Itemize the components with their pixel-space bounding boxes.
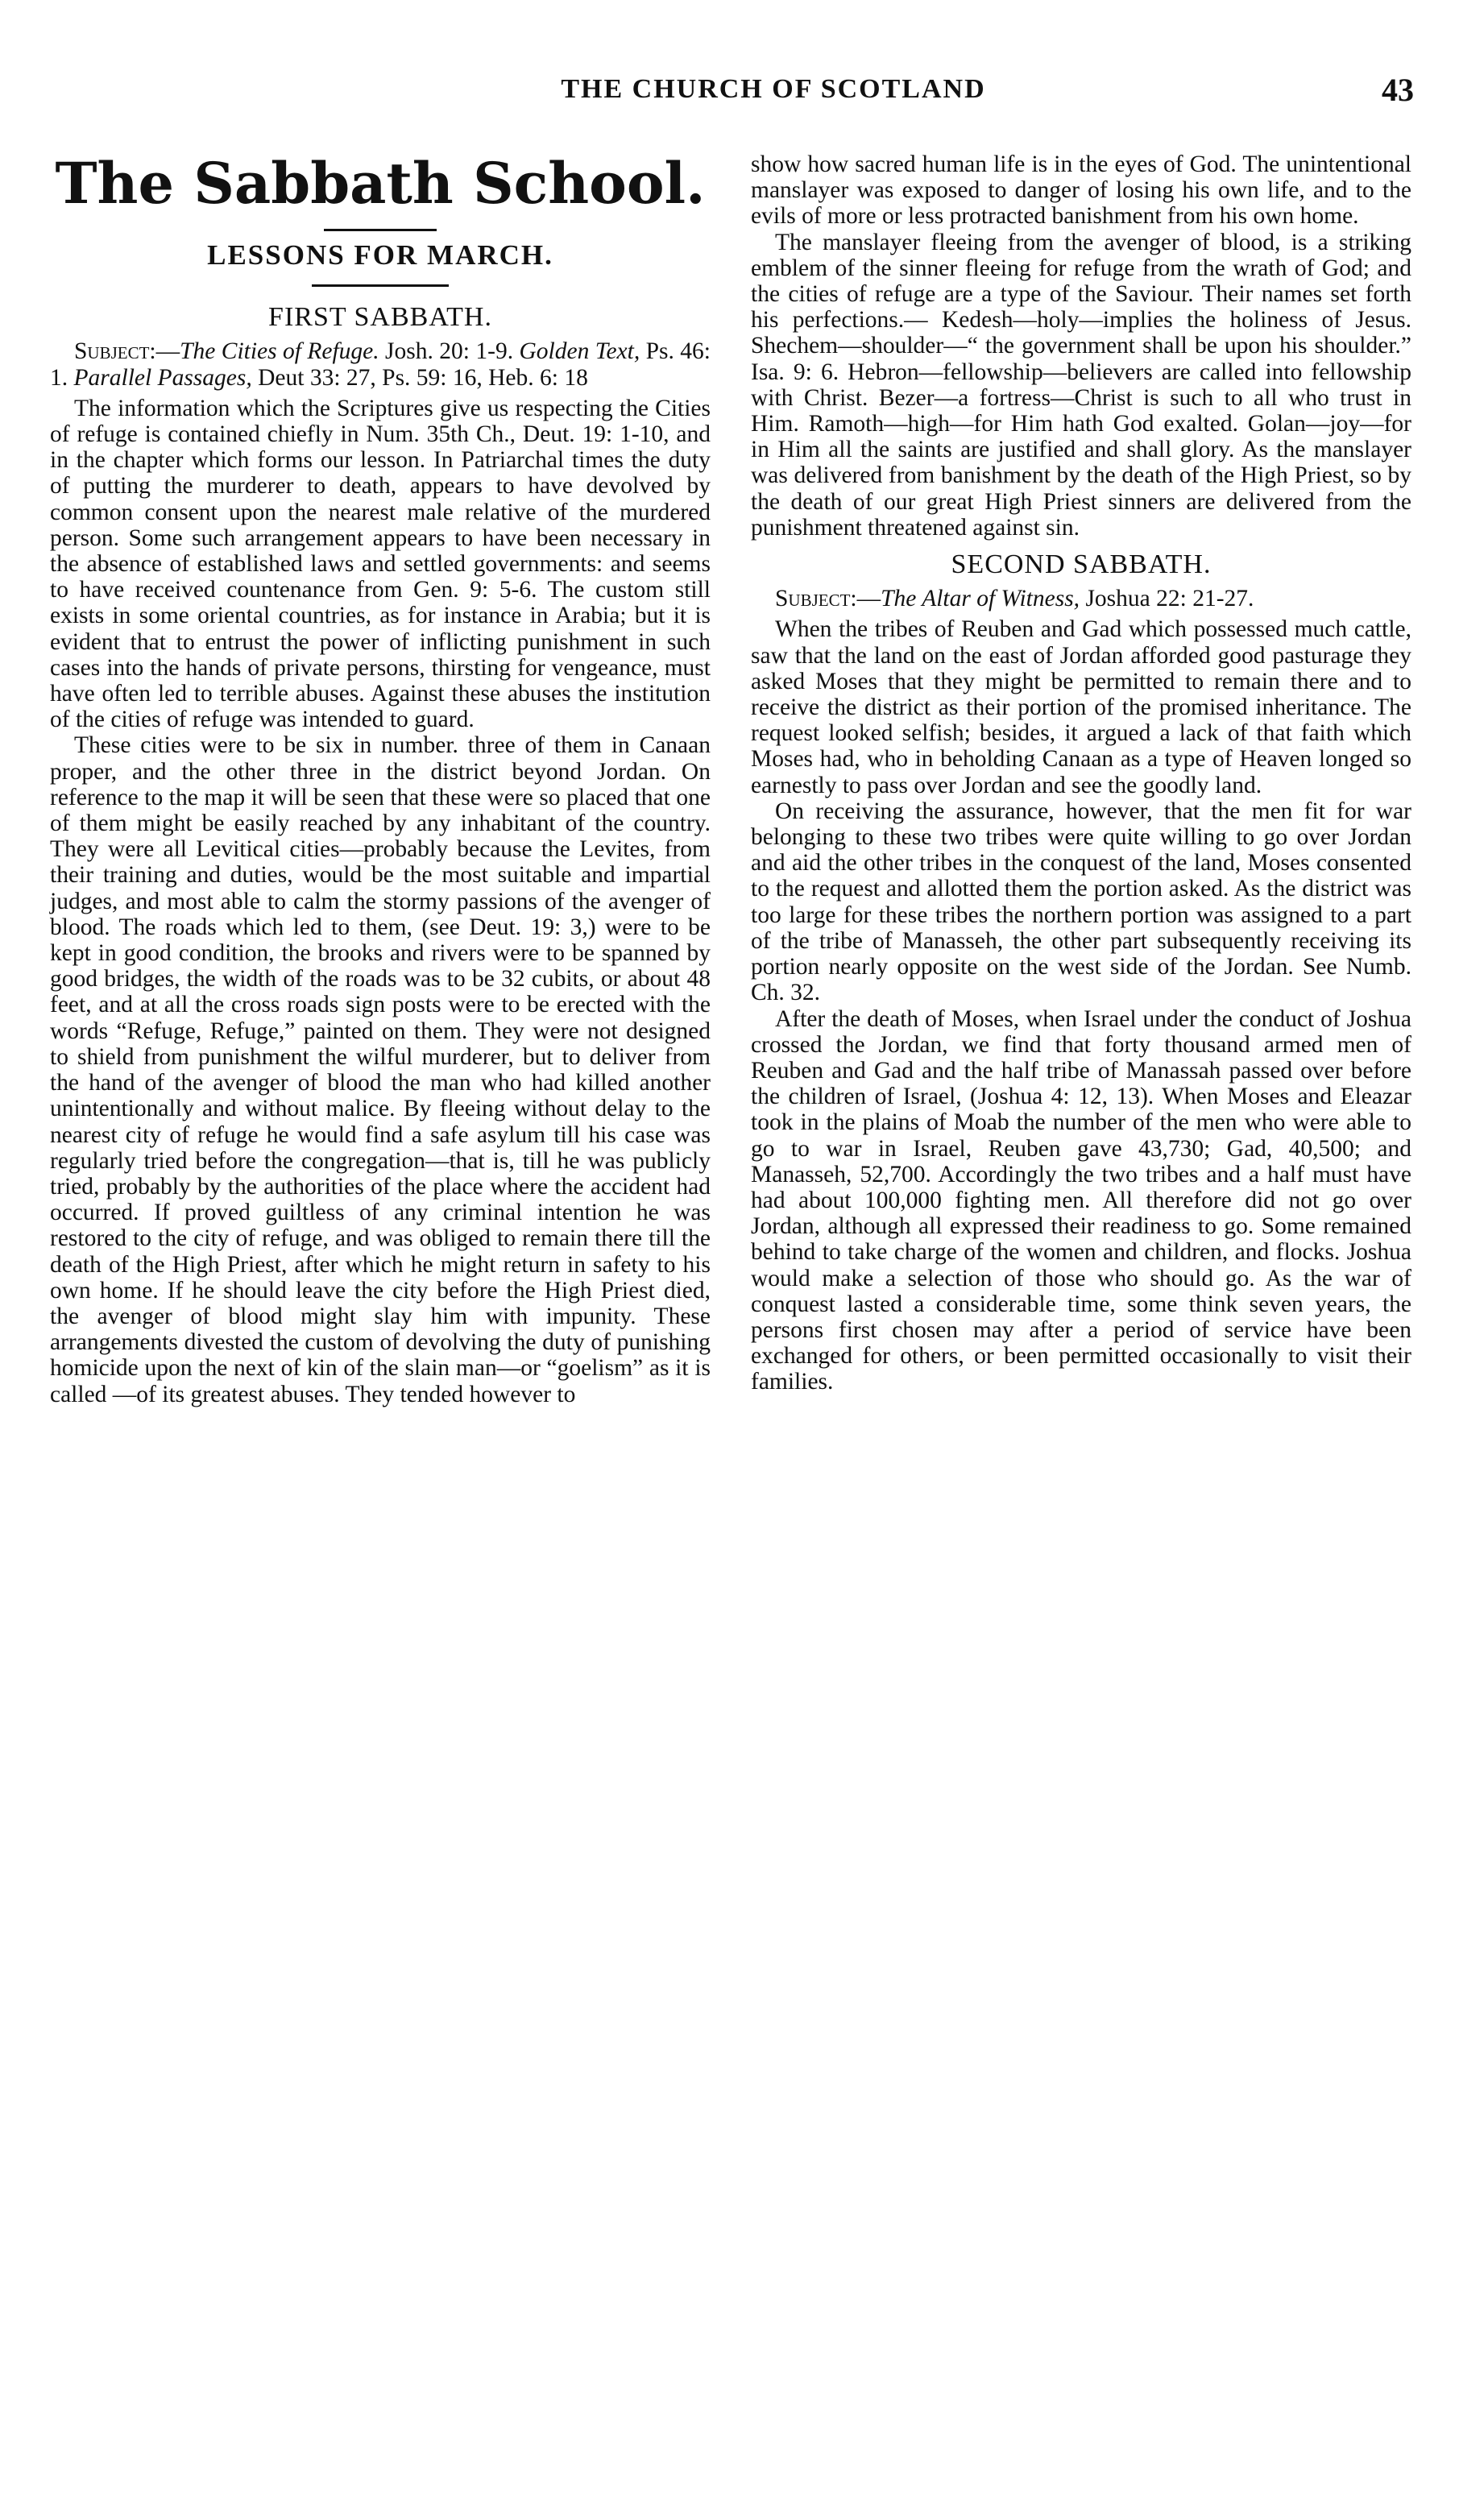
parallel-passages-label: Parallel Passages,: [73, 364, 252, 391]
right-column: [751, 151, 1411, 1395]
running-title: THE CHURCH OF SCOTLAND: [561, 74, 986, 104]
subject-reference: Josh. 20: 1-9.: [379, 338, 520, 365]
left-column: [50, 145, 711, 1407]
golden-text-label: Golden Text,: [519, 338, 640, 365]
subject-label: Subject:—: [74, 338, 180, 365]
lessons-title: LESSONS FOR MARCH.: [207, 239, 553, 271]
masthead-rule: [324, 229, 437, 231]
first-paragraph-2: These cities were to be six in number. three of them in Canaan proper, and the other three in the district beyond Jordan. On reference to the map it will be seen that these were so placed that one of them might be easily reached by any inhabitant of the country. They were all Levitical cities—probably because the Levites, from their training and duties, would be the most suitable and impartial judges, and most able to calm the stormy passions of the avenger of blood. The roads which led to them, (see Deut. 19: 3,) were to be kept in good condition, the brooks and rivers were to be spanned by good bridges, the width of the roads was to be 32 cubits, or about 48 feet, and at all the cross roads sign posts were to be erected with the words “Refuge, Refuge,” painted on them. They were not designed to shield from punishment the wilful murderer, but to deliver from the hand of the avenger of blood the man who had killed another unintentionally and without malice. By fleeing without delay to the nearest city of refuge he would find a safe asylum till his case was regularly tried before the congregation—that is, till he was publicly tried, probably by the authorities of the place where the accident had occurred. If proved guiltless of any criminal intention he was restored to the city of refuge, and was obliged to remain there till the death of the High Priest, after which he might return in safety to his own home. If he should leave the city before the High Priest died, the avenger of blood might slay him with impunity. These arrangements divested the custom of devolving the duty of punishing homicide upon the next of kin of the slain man—or “goelism” as it is called —of its greatest abuses. They tended however to: [50, 732, 711, 1407]
golden-text-reference: Ps. 46: 1.: [50, 338, 711, 391]
lessons-rule: [312, 284, 449, 287]
second-paragraph-3: After the death of Moses, when Israel under the conduct of Joshua crossed the Jordan, we find that forty thousand armed men of Reuben and Gad and the half tribe of Manassah passed over before the children of Israel, (Joshua 4: 12, 13). When Moses and Eleazar took in the plains of Moab the number of the men who were able to go to war in Israel, Reuben gave 43,730; Gad, 40,500; and Manasseh, 52,700. Accordingly the two tribes and a half must have had about 100,000 fighting men. All therefore did not go over Jordan, although all expressed their readiness to go. Some remained behind to take charge of the women and children, and flocks. Joshua would make a selection of those who should go. As the war of conquest lasted a considerable time, some think seven years, the persons first chosen may after a period of service have been exchanged for others, or been permitted occasionally to visit their families.: [751, 1005, 1411, 1395]
first-paragraph-4: The manslayer fleeing from the avenger of blood, is a striking emblem of the sinner fleeing for refuge from the wrath of God; and the cities of refuge are a type of the Saviour. Their names set forth his perfections.— Kedesh—holy—implies the holiness of Jesus. Shechem—shoulder—“ the government shall be upon his shoulder.” Isa. 9: 6. Hebron—fellowship—believers are called into fellowship with Christ. Bezer—a fortress—Christ is such to all who trust in Him. Ramoth—high—for Him hath God exalted. Golan—joy—for in Him all the saints are justified and shall glory. As the manslayer was delivered from banishment by the death of the High Priest, so by the death of our great High Priest sinners are delivered from the punishment threatened against sin.: [751, 229, 1411, 541]
second-paragraph-1: When the tribes of Reuben and Gad which possessed much cattle, saw that the land on the east of Jordan afforded good pasturage they asked Moses that they might be permitted to remain there and to receive the district as their portion of the promised inheritance. The request looked selfish; besides, it argued a lack of that faith which Moses had, who in beholding Canaan as a type of Heaven longed so earnestly to pass over Jordan and see the goodly land.: [751, 616, 1411, 798]
first-paragraph-1: The information which the Scriptures give us respecting the Cities of refuge is contained chiefly in Num. 35th Ch., Deut. 19: 1-10, and in the chapter which forms our lesson. In Patriarchal times the duty of putting the murderer to death, appears to have devolved by common consent upon the nearest male relative of the murdered person. Some such arrangement appears to have been necessary in the absence of established laws and settled governments: and seems to have received countenance from Gen. 9: 5-6. The custom still exists in some oriental countries, as for instance in Arabia; but it is evident that to entrust the power of inflicting punishment in such cases into the hands of private persons, thirsting for vengeance, must have often led to terrible abuses. Against these abuses the institution of the cities of refuge was intended to guard.: [50, 395, 711, 733]
second-sabbath-heading: SECOND SABBATH.: [951, 549, 1212, 580]
first-sabbath-heading: FIRST SABBATH.: [268, 302, 492, 333]
first-paragraph-3: show how sacred human life is in the eyes of God. The unintentional manslayer was exposed to danger of losing his own life, and to the evils of more or less protracted banishment from his own home.: [751, 151, 1411, 230]
first-subject-line: [50, 338, 711, 390]
subject-reference: Joshua 22: 21-27.: [1080, 586, 1254, 612]
parallel-passages-reference: Deut 33: 27, Ps. 59: 16, Heb. 6: 18: [251, 364, 588, 391]
second-subject-line: [751, 586, 1411, 611]
subject-label: Subject:—: [775, 586, 881, 612]
page-number: 43: [1382, 72, 1414, 108]
subject-title: The Altar of Witness,: [881, 586, 1080, 612]
second-paragraph-2: On receiving the assurance, however, that the men fit for war belonging to these two tribes were quite willing to go over Jordan and aid the other tribes in the conquest of the land, Moses consented to the request and allotted them the portion asked. As the district was too large for these tribes the northern portion was assigned to a part of the tribe of Manasseh, the other part subsequently receiving its portion nearly opposite on the west side of the Jordan. See Numb. Ch. 32.: [751, 798, 1411, 1006]
subject-title: The Cities of Refuge.: [180, 338, 379, 365]
section-masthead: The Sabbath School.: [55, 150, 706, 217]
